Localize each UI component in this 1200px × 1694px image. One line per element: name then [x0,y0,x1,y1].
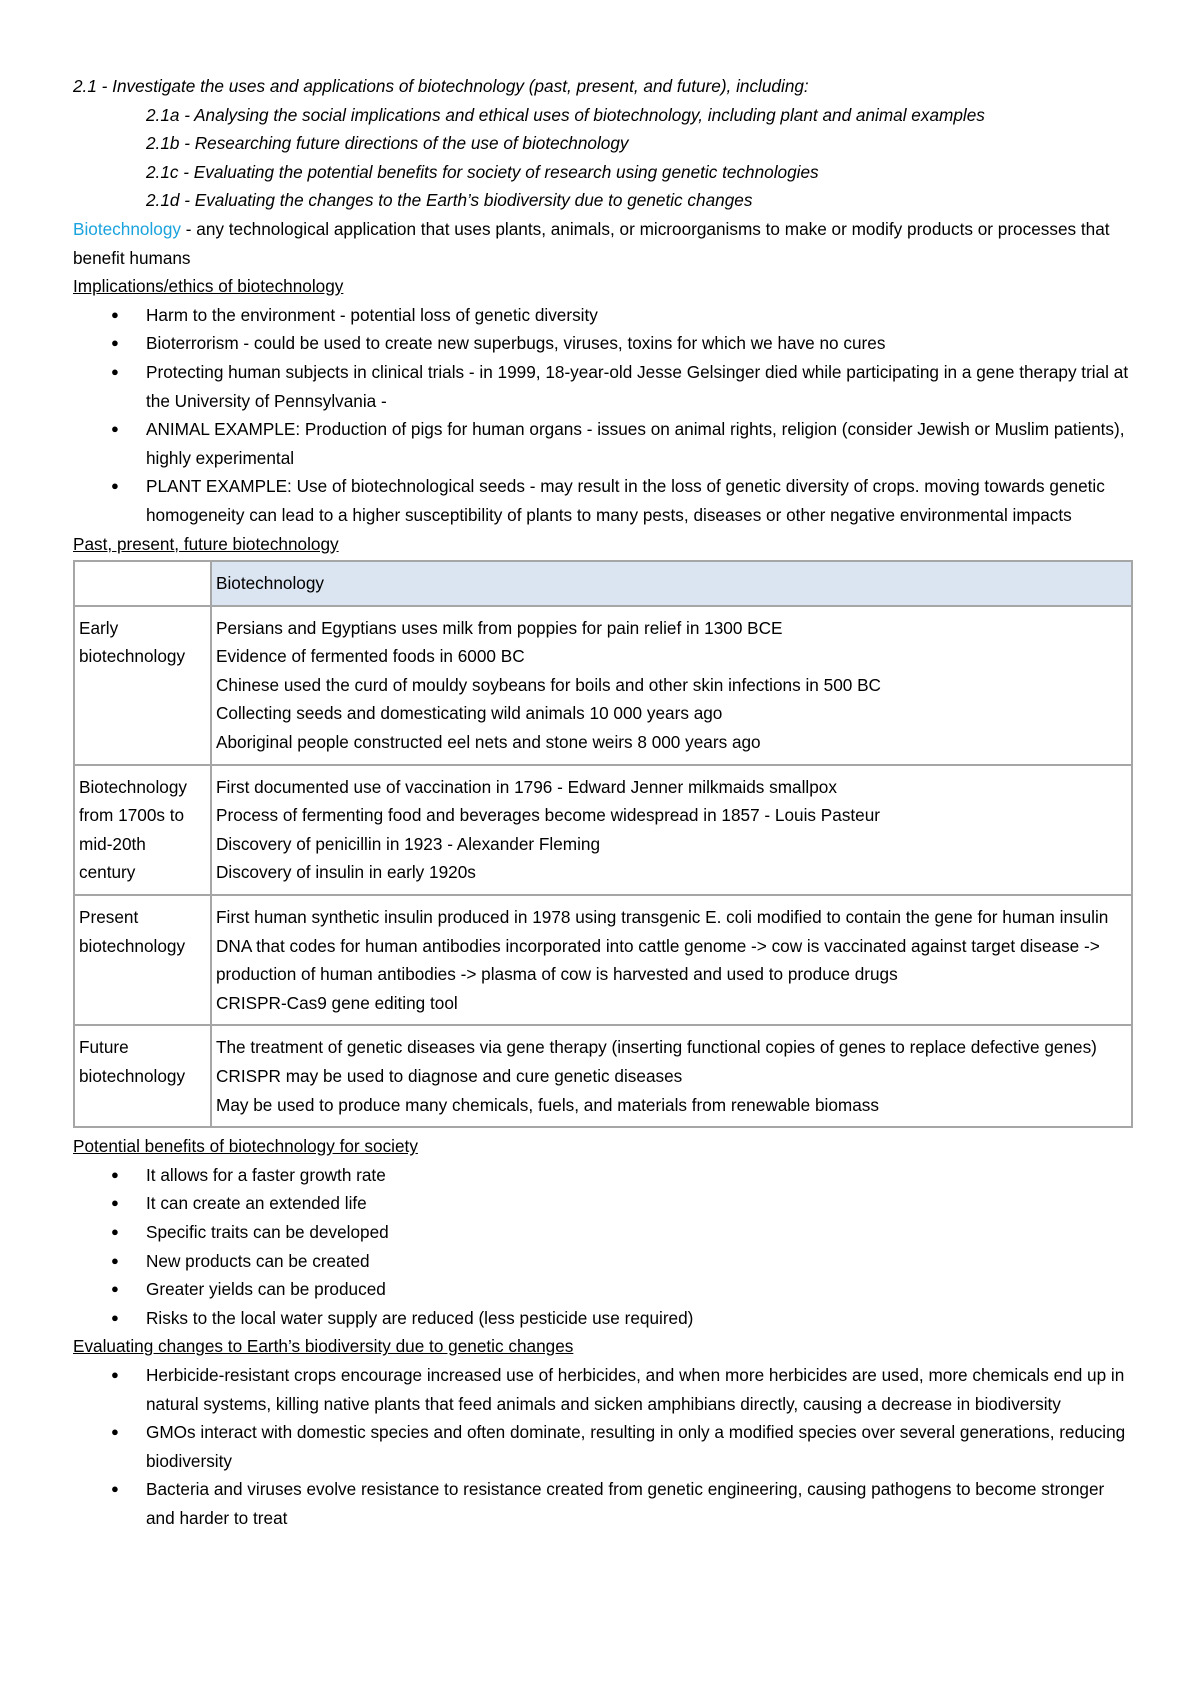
bullet-icon: ● [111,1223,119,1239]
timeline-heading: Past, present, future biotechnology [73,533,339,554]
event-text: The treatment of genetic diseases via gene therapy (inserting functional copies of genes to replace defective genes) [216,1037,1097,1058]
table-row [74,895,1132,1025]
event-text: First human synthetic insulin produced in 1978 using transgenic E. coli modified to contain the gene for human insulin [216,907,1109,928]
list-item [73,329,1133,358]
list-item-text: Herbicide-resistant crops encourage increased use of herbicides, and when more herbicides are used, more chemicals end up in natural systems, killing native plants that feed animals and sicken amphibians directly, causing a decrease in biodiversity [146,1364,1125,1414]
event-text: May be used to produce many chemicals, fuels, and materials from renewable biomass [216,1094,879,1115]
list-item-text: Risks to the local water supply are reduced (less pesticide use required) [146,1307,694,1328]
table-header-row [74,561,1132,606]
event-text: Persians and Egyptians uses milk from poppies for pain relief in 1300 BCE [216,617,783,638]
definition-text: - any technological application that uses plants, animals, or microorganisms to make or modify products or processes that benefit humans [73,218,1110,268]
list-item [73,1475,1133,1532]
benefits-list [73,1161,1133,1333]
event-text: CRISPR-Cas9 gene editing tool [216,992,458,1013]
era-label: biotechnology [79,935,186,956]
list-item-text: Specific traits can be developed [146,1221,389,1242]
table-corner-cell [74,561,211,606]
era-label: mid-20th [79,833,146,854]
event-text: Process of fermenting food and beverages become widespread in 1857 - Louis Pasteur [216,805,881,826]
era-label: Present [79,907,139,928]
list-item-text: ANIMAL EXAMPLE: Production of pigs for human organs - issues on animal rights, religion (consider Jewish or Muslim patients), highly experimental [146,419,1125,468]
events-cell [211,895,1132,1025]
bullet-icon: ● [111,1366,119,1382]
era-cell [74,895,211,1025]
bullet-icon: ● [111,421,119,437]
era-label: biotechnology [79,646,186,667]
list-item [73,472,1133,529]
table-row [74,1025,1132,1127]
implications-list [73,301,1133,530]
event-text: Discovery of insulin in early 1920s [216,862,476,883]
bullet-icon: ● [111,1166,119,1182]
list-item-text: PLANT EXAMPLE: Use of biotechnological seeds - may result in the loss of genetic diversity of crops. moving towards genetic homogeneity can lead to a higher susceptibility of plants to many pests, diseases or other negative environmental impacts [146,476,1105,525]
bullet-icon: ● [111,335,119,351]
list-item [73,301,1133,330]
list-item [73,1189,1133,1218]
list-item-text: GMOs interact with domestic species and often dominate, resulting in only a modified species over several generations, reducing biodiversity [146,1422,1126,1471]
events-cell [211,1025,1132,1127]
list-item-text: It allows for a faster growth rate [146,1164,386,1185]
list-item [73,1304,1133,1333]
list-item-text: Greater yields can be produced [146,1279,386,1300]
bullet-icon: ● [111,1252,119,1268]
list-item-text: New products can be created [146,1250,370,1271]
biotechnology-definition [73,215,1133,272]
list-item-text: Protecting human subjects in clinical trials - in 1999, 18-year-old Jesse Gelsinger died while participating in a gene therapy trial at the University of Pennsylvania - [146,361,1129,411]
objective-2-1b: 2.1b - Researching future directions of the use of biotechnology [146,133,629,154]
bullet-icon: ● [111,1281,119,1297]
era-label: Future [79,1037,129,1058]
list-item [73,1361,1133,1418]
era-cell [74,606,211,765]
table-row [74,606,1132,765]
era-cell [74,1025,211,1127]
event-text: Chinese used the curd of mouldy soybeans for boils and other skin infections in 500 BC [216,674,881,695]
definition-term: Biotechnology [73,218,181,239]
objective-2-1a: 2.1a - Analysing the social implications and ethical uses of biotechnology, including plant and animal examples [146,104,985,125]
bullet-icon: ● [111,306,119,322]
list-item [73,415,1133,472]
event-text: CRISPR may be used to diagnose and cure genetic diseases [216,1066,683,1086]
event-text: Collecting seeds and domesticating wild animals 10 000 years ago [216,703,723,724]
event-text: Aboriginal people constructed eel nets and stone weirs 8 000 years ago [216,732,761,753]
bullet-icon: ● [111,478,119,494]
document-page [73,72,1133,1533]
list-item-text: It can create an extended life [146,1193,367,1214]
event-text: Evidence of fermented foods in 6000 BC [216,646,525,667]
era-label: Biotechnology [79,776,187,797]
list-item [73,1218,1133,1247]
event-text: DNA that codes for human antibodies incorporated into cattle genome -> cow is vaccinated against target disease -> production of human antibodies -> plasma of cow is harvested and used to produce drugs [216,935,1100,985]
objective-2-1d: 2.1d - Evaluating the changes to the Earth’s biodiversity due to genetic changes [146,190,753,211]
list-item-text: Bioterrorism - could be used to create new superbugs, viruses, toxins for which we have no cures [146,333,886,354]
list-item-text: Harm to the environment - potential loss of genetic diversity [146,304,598,325]
list-item-text: Bacteria and viruses evolve resistance to resistance created from genetic engineering, causing pathogens to become stronger and harder to treat [146,1479,1105,1528]
era-label: century [79,862,136,883]
benefits-heading: Potential benefits of biotechnology for society [73,1136,418,1157]
list-item [73,358,1133,415]
list-item [73,1275,1133,1304]
era-label: from 1700s to [79,805,185,826]
events-cell [211,606,1132,765]
bullet-icon: ● [111,1309,119,1325]
table-row [74,765,1132,895]
bullet-icon: ● [111,1195,119,1211]
bullet-icon: ● [111,1424,119,1440]
event-text: Discovery of penicillin in 1923 - Alexander Fleming [216,833,601,854]
list-item [73,1161,1133,1190]
event-text: First documented use of vaccination in 1796 - Edward Jenner milkmaids smallpox [216,776,837,797]
biodiversity-list [73,1361,1133,1533]
biotechnology-timeline-table [73,560,1133,1128]
implications-heading: Implications/ethics of biotechnology [73,276,344,297]
era-label: Early [79,617,119,638]
biodiversity-heading: Evaluating changes to Earth’s biodiversity due to genetic changes [73,1336,574,1357]
events-cell [211,765,1132,895]
list-item [73,1247,1133,1276]
bullet-icon: ● [111,1481,119,1497]
table-column-header: Biotechnology [211,561,1132,606]
era-cell [74,765,211,895]
bullet-icon: ● [111,363,119,379]
list-item [73,1418,1133,1475]
objective-main: 2.1 - Investigate the uses and applications of biotechnology (past, present, and future), including: [73,76,809,96]
era-label: biotechnology [79,1066,186,1086]
objective-2-1c: 2.1c - Evaluating the potential benefits for society of research using genetic technologies [146,161,819,182]
